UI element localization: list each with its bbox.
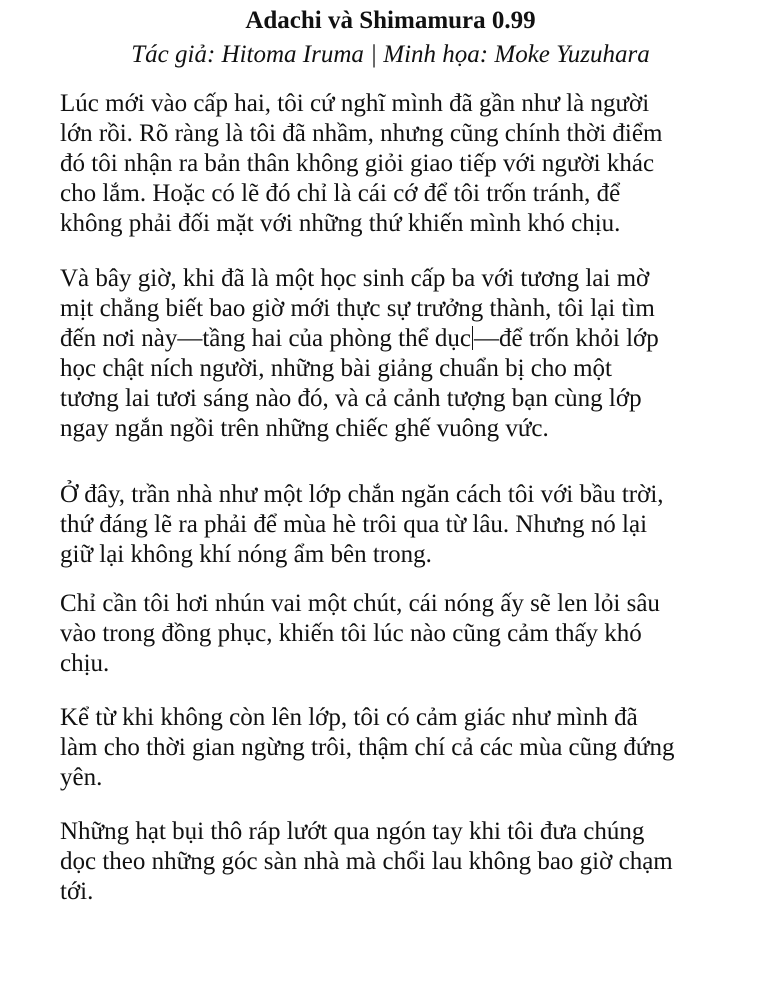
line-text-before-cursor: đến nơi này—tầng hai của phòng thể dục (60, 325, 472, 352)
paragraph-line: Kể từ khi không còn lên lớp, tôi có cảm giác như mình đã (60, 704, 638, 731)
paragraph-3 (60, 480, 664, 570)
paragraph-line: đó tôi nhận ra bản thân không giỏi giao tiếp với người khác (60, 150, 655, 177)
paragraph-line: chịu. (60, 650, 110, 677)
paragraph-2 (60, 264, 659, 444)
paragraph-line: vào trong đồng phục, khiến tôi lúc nào cũng cảm thấy khó (60, 620, 642, 647)
paragraph-line-with-cursor (60, 324, 659, 354)
paragraph-line: Ở đây, trần nhà như một lớp chắn ngăn cách tôi với bầu trời, (60, 481, 664, 508)
paragraph-line: không phải đối mặt với những thứ khiến mình khó chịu. (60, 210, 621, 237)
paragraph-line: Những hạt bụi thô ráp lướt qua ngón tay khi tôi đưa chúng (60, 818, 645, 845)
paragraph-line: yên. (60, 764, 103, 791)
paragraph-line: Và bây giờ, khi đã là một học sinh cấp ba với tương lai mờ (60, 265, 650, 292)
paragraph-5 (60, 703, 674, 793)
paragraph-line: Lúc mới vào cấp hai, tôi cứ nghĩ mình đã gần như là người (60, 90, 650, 117)
paragraph-line: dọc theo những góc sàn nhà mà chổi lau không bao giờ chạm (60, 848, 673, 875)
paragraph-line: ngay ngắn ngồi trên những chiếc ghế vuông vức. (60, 415, 549, 442)
document-subtitle: Tác giả: Hitoma Iruma | Minh họa: Moke Yuzuhara (131, 41, 650, 68)
paragraph-line: học chật ních người, những bài giảng chuẩn bị cho một (60, 355, 613, 382)
paragraph-line: tương lai tươi sáng nào đó, và cả cảnh tượng bạn cùng lớp (60, 385, 642, 412)
text-cursor (472, 326, 473, 350)
paragraph-line: mịt chẳng biết bao giờ mới thực sự trưởng thành, tôi lại tìm (60, 295, 655, 322)
line-text-after-cursor: —để trốn khỏi lớp (474, 325, 659, 352)
paragraph-line: lớn rồi. Rõ ràng là tôi đã nhầm, nhưng cũng chính thời điểm (60, 120, 663, 147)
paragraph-1 (60, 89, 662, 239)
document-title: Adachi và Shimamura 0.99 (245, 7, 536, 34)
paragraph-6 (60, 817, 673, 907)
paragraph-line: giữ lại không khí nóng ẩm bên trong. (60, 541, 432, 568)
paragraph-line: Chỉ cần tôi hơi nhún vai một chút, cái nóng ấy sẽ len lỏi sâu (60, 590, 660, 617)
paragraph-4 (60, 589, 660, 679)
paragraph-line: tới. (60, 878, 94, 905)
paragraph-line: thứ đáng lẽ ra phải để mùa hè trôi qua từ lâu. Nhưng nó lại (60, 511, 648, 538)
paragraph-line: cho lắm. Hoặc có lẽ đó chỉ là cái cớ để tôi trốn tránh, để (60, 180, 621, 207)
paragraph-line: làm cho thời gian ngừng trôi, thậm chí cả các mùa cũng đứng (60, 734, 675, 761)
